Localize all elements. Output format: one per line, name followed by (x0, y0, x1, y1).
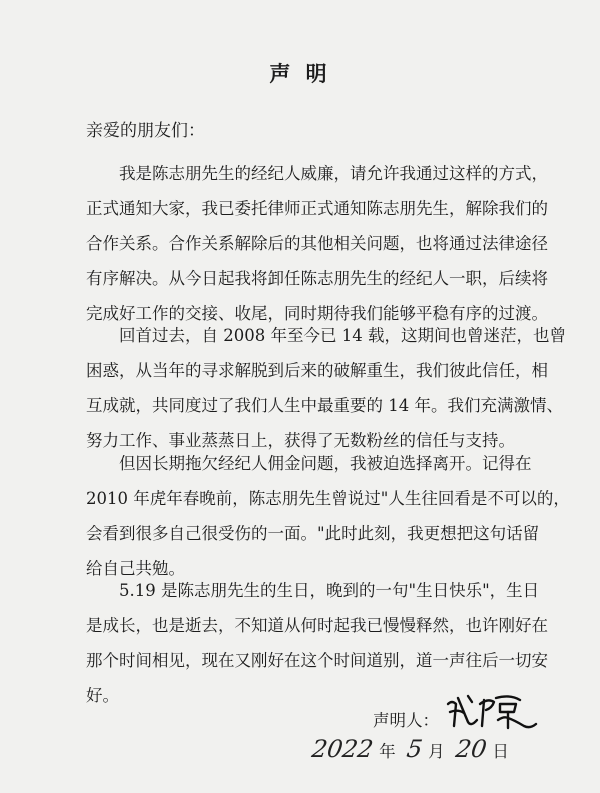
paragraph-3 (86, 446, 570, 586)
document-title: 声 明 (269, 61, 331, 86)
paragraph-line: 那个时间相见，现在又刚好在这个时间道别，道一声往后一切安 (86, 651, 548, 670)
paragraph-line: 正式通知大家，我已委托律师正式通知陈志朋先生，解除我们的 (86, 199, 548, 218)
handwritten-signature (444, 690, 539, 732)
paragraph-line: 完成好工作的交接、收尾，同时期待我们能够平稳有序的过渡。 (86, 304, 548, 323)
paragraph-1 (86, 156, 548, 331)
paragraph-line: 会看到很多自己很受伤的一面。"此时此刻，我更想把这句话留 (86, 524, 540, 543)
paragraph-line: 合作关系。合作关系解除后的其他相关问题，也将通过法律途径 (86, 234, 548, 253)
paragraph-line: 是成长，也是逝去，不知道从何时起我已慢慢释然，也许刚好在 (86, 616, 548, 635)
paragraph-line: 回首过去，自 2008 年至今已 14 载，这期间也曾迷茫，也曾 (119, 326, 566, 345)
paragraph-line: 好。 (86, 686, 119, 705)
paragraph-line: 2010 年虎年春晚前，陈志朋先生曾说过"人生往回看是不可以的， (86, 489, 570, 508)
signature-date (312, 735, 515, 763)
date-year: 2022 (310, 735, 376, 763)
paragraph-line: 困惑，从当年的寻求解脱到后来的破解重生，我们彼此信任，相 (86, 361, 548, 380)
paragraph-line: 有序解决。从今日起我将卸任陈志朋先生的经纪人一职，后续将 (86, 269, 548, 288)
date-month-unit: 月 (428, 742, 445, 761)
paragraph-line: 但因长期拖欠经纪人佣金问题，我被迫选择离开。记得在 (119, 454, 532, 473)
date-day-unit: 日 (492, 742, 509, 761)
date-year-unit: 年 (379, 742, 396, 761)
paragraph-line: 我是陈志朋先生的经纪人威廉，请允许我通过这样的方式， (119, 164, 548, 183)
signature-label: 声明人： (373, 711, 439, 730)
paragraph-line: 互成就，共同度过了我们人生中最重要的 14 年。我们充满激情、 (86, 396, 563, 415)
paragraph-line: 给自己共勉。 (86, 559, 185, 578)
paragraph-line: 5.19 是陈志朋先生的生日，晚到的一句"生日快乐"，生日 (119, 581, 540, 600)
date-day: 20 (453, 735, 489, 763)
paragraph-2 (86, 318, 566, 458)
date-month: 5 (404, 735, 425, 763)
greeting: 亲爱的朋友们： (86, 121, 205, 141)
paragraph-line: 努力工作、事业蒸蒸日上，获得了无数粉丝的信任与支持。 (86, 431, 515, 450)
